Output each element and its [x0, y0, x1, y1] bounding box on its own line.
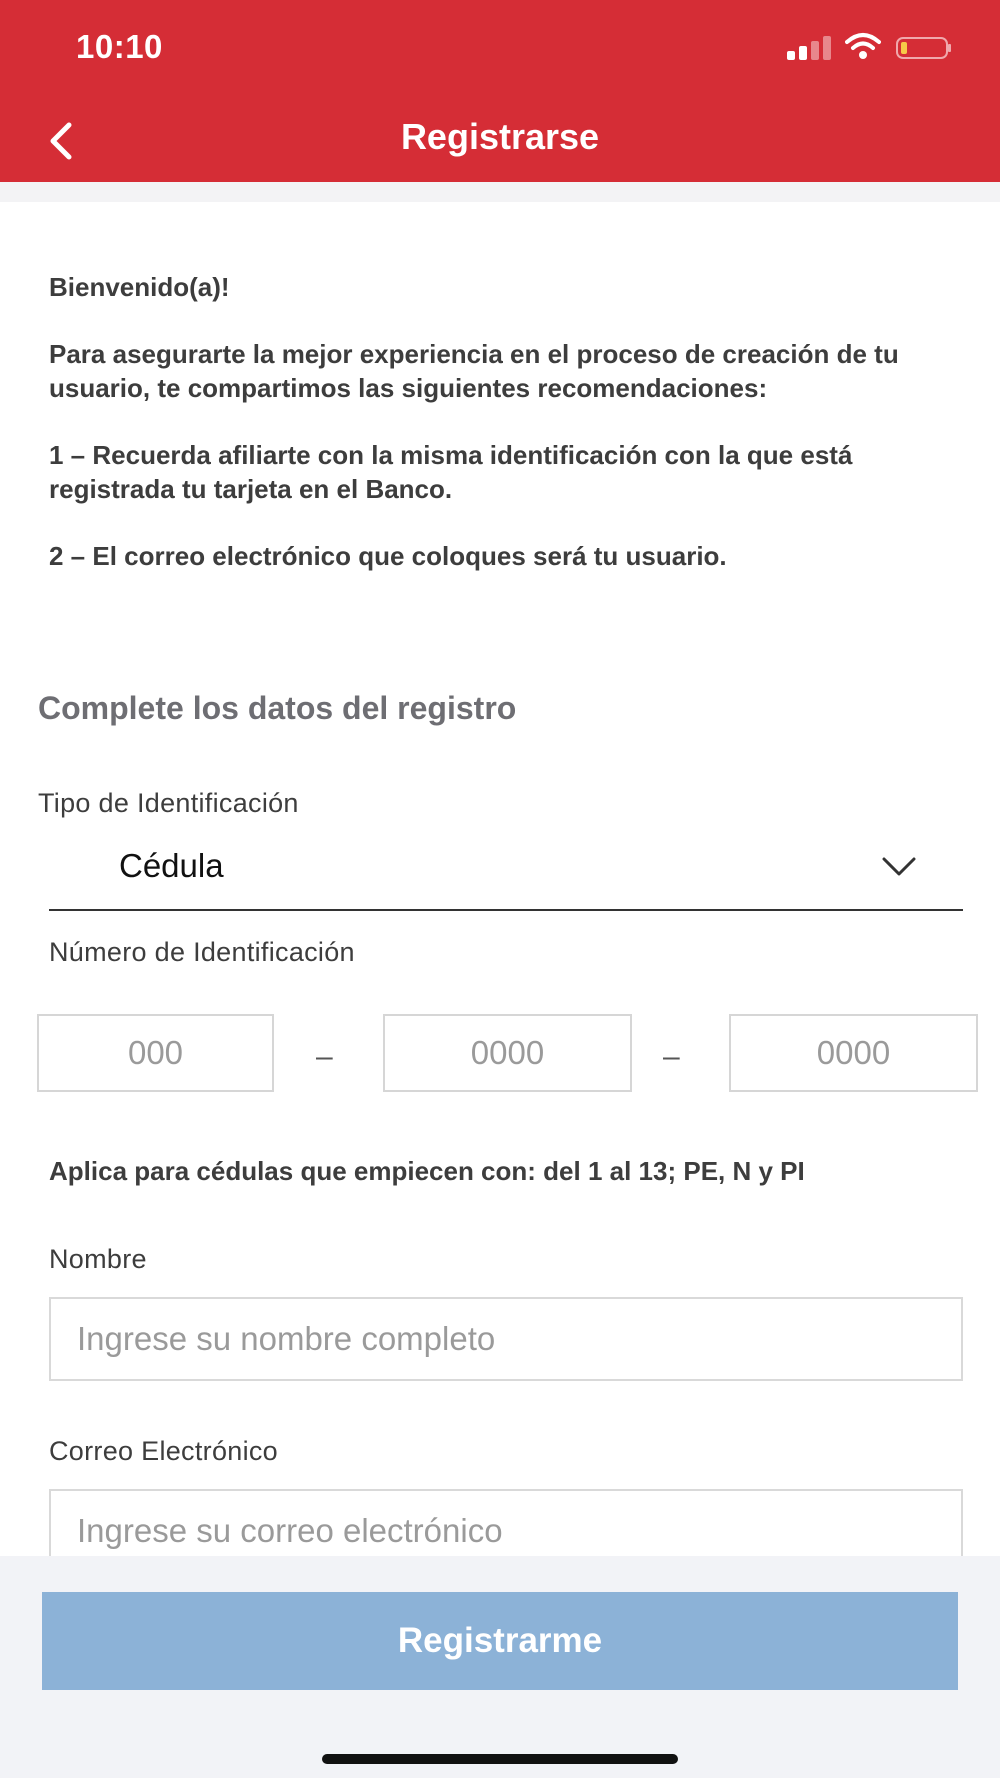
id-type-value: Cédula	[119, 847, 224, 884]
name-label: Nombre	[49, 1244, 147, 1274]
header-divider	[0, 182, 1000, 202]
battery-icon	[896, 37, 952, 59]
id-part-1-input[interactable]: 000	[37, 1014, 274, 1092]
status-time: 10:10	[76, 28, 163, 65]
wifi-icon	[845, 32, 881, 60]
id-type-label: Tipo de Identificación	[38, 788, 299, 818]
intro-text	[49, 270, 959, 606]
footer	[0, 1556, 1000, 1778]
intro-paragraph: Para asegurarte la mejor experiencia en el proceso de creación de tu usuario, te compartimos las siguientes recomendaciones:	[49, 339, 899, 403]
section-title: Complete los datos del registro	[38, 690, 517, 726]
page-title: Registrarse	[400, 116, 600, 157]
recommendation-1: 1 – Recuerda afiliarte con la misma identificación con la que está registrada tu tarjeta en el Banco.	[49, 440, 853, 504]
id-number-label: Número de Identificación	[49, 937, 355, 967]
home-indicator	[322, 1754, 678, 1764]
email-label: Correo Electrónico	[49, 1436, 278, 1466]
header-bar	[0, 0, 1000, 182]
id-part-3-input[interactable]: 0000	[729, 1014, 978, 1092]
register-button[interactable]: Registrarme	[42, 1592, 958, 1690]
greeting-text: Bienvenido(a)!	[49, 272, 230, 302]
recommendation-2: 2 – El correo electrónico que coloques será tu usuario.	[49, 541, 727, 571]
signal-icon	[787, 36, 831, 60]
id-part-2-input[interactable]: 0000	[383, 1014, 632, 1092]
id-hint-text: Aplica para cédulas que empiecen con: del 1 al 13; PE, N y PI	[49, 1156, 805, 1186]
id-separator-2: –	[663, 1040, 680, 1073]
id-separator-1: –	[316, 1040, 333, 1073]
chevron-down-icon	[881, 855, 917, 879]
name-input[interactable]	[49, 1297, 963, 1381]
id-type-select[interactable]	[49, 835, 963, 911]
